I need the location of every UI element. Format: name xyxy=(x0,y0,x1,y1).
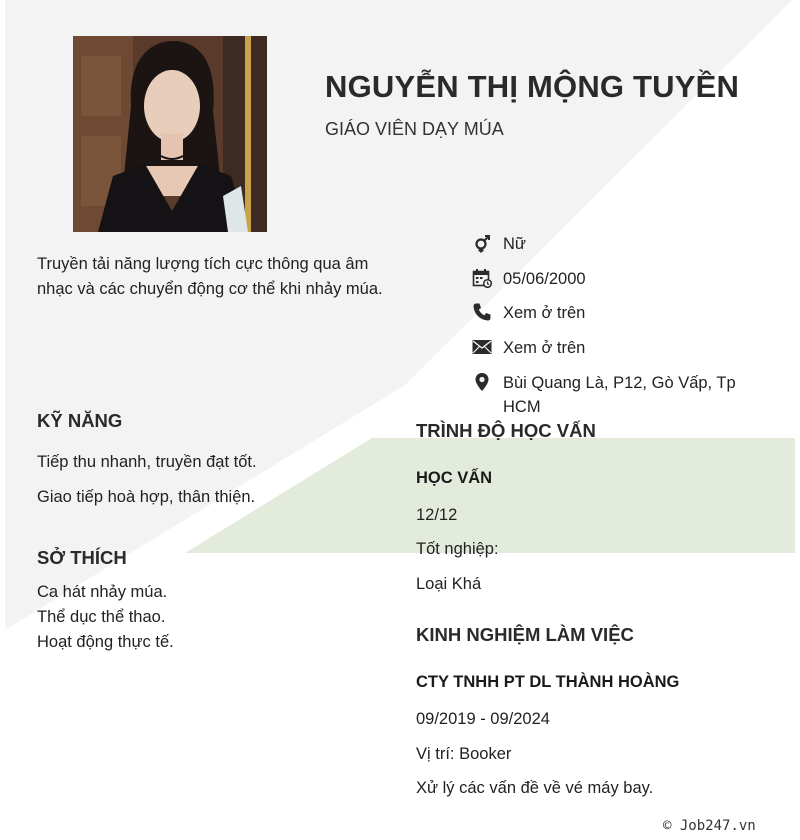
address-row xyxy=(472,371,762,419)
address-value: Bùi Quang Là, P12, Gò Vấp, Tp HCM xyxy=(503,374,736,416)
job-title: GIÁO VIÊN DẠY MÚA xyxy=(325,119,504,139)
education-grade: 12/12 xyxy=(416,506,458,524)
skill-item: Giao tiếp hoà hợp, thân thiện. xyxy=(37,488,256,506)
experience-position: Vị trí: Booker xyxy=(416,745,512,763)
skills-heading: KỸ NĂNG xyxy=(37,410,123,431)
experience-company: CTY TNHH PT DL THÀNH HOÀNG xyxy=(416,673,680,691)
phone-value: Xem ở trên xyxy=(503,304,586,322)
phone-icon xyxy=(472,302,492,322)
education-subheading: HỌC VẤN xyxy=(416,469,493,487)
email-value: Xem ở trên xyxy=(503,339,586,357)
experience-description: Xử lý các vấn đề về vé máy bay. xyxy=(416,779,654,797)
phone-row xyxy=(472,301,762,325)
hobby-item: Thể dục thể thao. xyxy=(37,608,166,626)
mail-icon xyxy=(472,337,492,357)
hobby-item: Ca hát nhảy múa. xyxy=(37,583,168,601)
calendar-icon xyxy=(472,268,492,288)
profile-summary: Truyền tải năng lượng tích cực thông qua âm nhạc và các chuyển động cơ thể khi nhảy múa. xyxy=(37,255,383,298)
hobby-item: Hoạt động thực tế. xyxy=(37,633,174,651)
profile-photo xyxy=(73,36,267,232)
skill-item: Tiếp thu nhanh, truyền đạt tốt. xyxy=(37,453,257,471)
email-row xyxy=(472,336,762,360)
candidate-name: NGUYỄN THỊ MỘNG TUYỀN xyxy=(325,69,740,104)
footer-credit: © Job247.vn xyxy=(663,818,756,834)
gender-value: Nữ xyxy=(503,235,526,253)
education-rank: Loại Khá xyxy=(416,575,482,593)
education-graduation: Tốt nghiệp: xyxy=(416,540,499,558)
hobbies-list xyxy=(37,580,174,655)
location-icon xyxy=(472,372,492,392)
hobbies-heading: SỞ THÍCH xyxy=(37,547,127,568)
experience-period: 09/2019 - 09/2024 xyxy=(416,710,550,728)
gender-row xyxy=(472,232,762,256)
experience-heading: KINH NGHIỆM LÀM VIỆC xyxy=(416,624,634,645)
education-heading: TRÌNH ĐỘ HỌC VẤN xyxy=(416,420,596,441)
gender-icon xyxy=(472,233,492,253)
birthday-value: 05/06/2000 xyxy=(503,270,586,288)
birthday-row xyxy=(472,267,762,291)
